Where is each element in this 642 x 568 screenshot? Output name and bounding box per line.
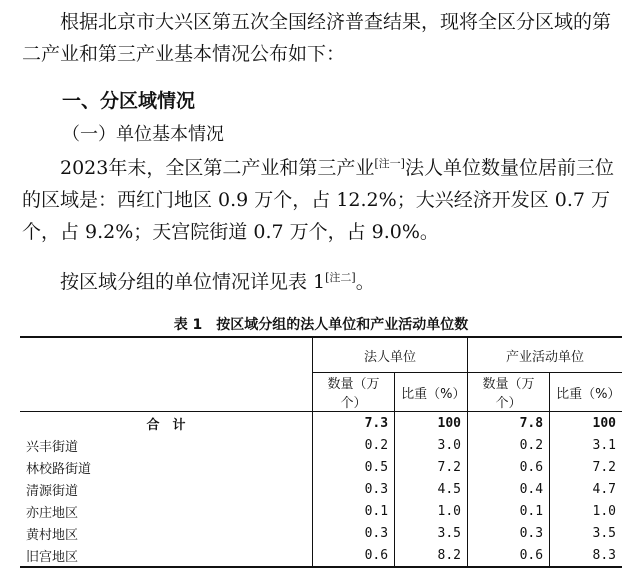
legal-count: 0.6	[313, 544, 395, 567]
heading-level2: （一）单位基本情况	[62, 124, 224, 145]
total-label: 合 计	[146, 417, 186, 433]
intro-text: 根据北京市大兴区第五次全国经济普查结果，现将全区分区域的第二产业和第三产业基本情况公布如下：	[22, 11, 612, 65]
total-legal-count: 7.3	[313, 412, 395, 435]
row-label: 亦庄地区	[26, 505, 79, 521]
activity-count: 0.4	[467, 478, 549, 500]
activity-count: 0.1	[467, 500, 549, 522]
legal-count: 0.1	[313, 500, 395, 522]
table-reference-text: 按区域分组的单位情况详见表 1	[60, 271, 326, 293]
heading-level1: 一、分区域情况	[62, 90, 196, 112]
legal-count: 0.3	[313, 522, 395, 544]
activity-share: 4.7	[550, 478, 622, 500]
legal-count: 0.2	[313, 434, 395, 456]
legal-share: 3.0	[395, 434, 468, 456]
total-activity-count: 7.8	[467, 412, 549, 435]
legal-share: 3.5	[395, 522, 468, 544]
legal-share: 7.2	[395, 456, 468, 478]
table-row	[20, 500, 622, 522]
activity-share: 8.3	[550, 544, 622, 567]
table-total-row	[20, 412, 622, 435]
activity-count: 0.2	[467, 434, 549, 456]
legal-unit-header: 法人单位	[313, 337, 468, 373]
table-group-header-row	[20, 337, 622, 373]
table-caption: 表 1 按区域分组的法人单位和产业活动单位数	[173, 317, 469, 333]
activity-share: 7.2	[550, 456, 622, 478]
row-label: 黄村地区	[26, 527, 79, 543]
table-row	[20, 522, 622, 544]
legal-share: 1.0	[395, 500, 468, 522]
legal-count: 0.3	[313, 478, 395, 500]
activity-count: 0.6	[467, 456, 549, 478]
legal-share: 8.2	[395, 544, 468, 567]
table-row	[20, 456, 622, 478]
summary-paragraph	[22, 152, 622, 248]
table-row	[20, 478, 622, 500]
table-row	[20, 434, 622, 456]
activity-share: 3.5	[550, 522, 622, 544]
legal-share: 4.5	[395, 478, 468, 500]
region-header-cell	[20, 337, 313, 412]
legal-count-header: 数量（万个）	[313, 373, 395, 412]
activity-share: 3.1	[550, 434, 622, 456]
table-reference-end: 。	[355, 271, 375, 293]
row-label: 林校路街道	[26, 461, 92, 477]
activity-count: 0.3	[467, 522, 549, 544]
table-reference-paragraph	[22, 266, 622, 298]
row-label: 旧宫地区	[26, 549, 79, 565]
total-activity-share: 100	[550, 412, 622, 435]
footnote-ref-2[interactable]: [注二]	[325, 271, 356, 284]
row-label: 清源街道	[26, 483, 79, 499]
activity-share: 1.0	[550, 500, 622, 522]
row-label: 兴丰街道	[26, 439, 79, 455]
activity-share-header: 比重（%）	[550, 373, 622, 412]
summary-text-start: 2023年末，全区第二产业和第三产业	[60, 157, 375, 179]
table-row	[20, 544, 622, 567]
data-table	[20, 336, 622, 568]
legal-share-header: 比重（%）	[395, 373, 468, 412]
summary-text-rest: 法人单位数量位居前三位的区域是：西红门地区 0.9 万个，占 12.2%；大兴经济开发区 0.7 万个，占 9.2%；天宫院街道 0.7 万个，占 9.0%。	[22, 157, 614, 243]
activity-count: 0.6	[467, 544, 549, 567]
footnote-ref-1[interactable]: [注一]	[374, 157, 405, 170]
legal-count: 0.5	[313, 456, 395, 478]
activity-unit-header: 产业活动单位	[467, 337, 622, 373]
activity-count-header: 数量（万个）	[467, 373, 549, 412]
intro-paragraph	[22, 6, 622, 70]
total-legal-share: 100	[395, 412, 468, 435]
